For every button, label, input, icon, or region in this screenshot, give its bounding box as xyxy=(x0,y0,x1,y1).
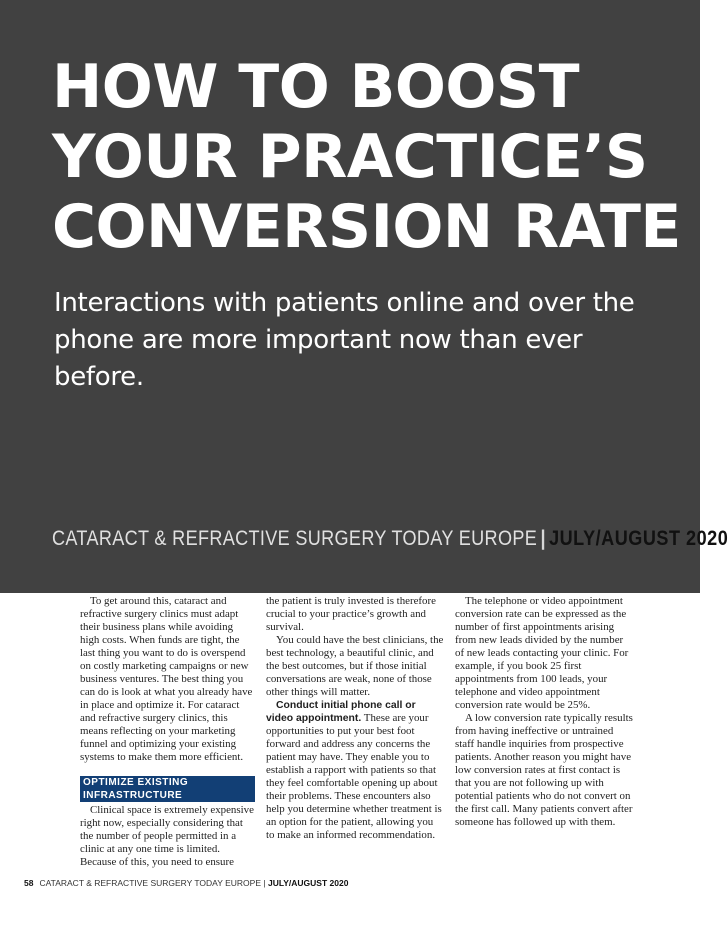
paragraph-text: These are your opportunities to put your best foot forward and address any concerns the patient may have. They enable you to establish a rapport with patients so that they feel comfortable opening up about their problems. These encounters also help you determine whether treatment is an option for the patient, allowing you to make an informed recommendation. xyxy=(266,712,442,841)
page-footer xyxy=(24,877,348,889)
paragraph: the patient is truly invested is therefore crucial to your practice’s growth and survival. xyxy=(266,595,436,633)
article-title: HOW TO BOOST YOUR PRACTICE’S CONVERSION RATE xyxy=(52,52,681,262)
footer-issue-date: JULY/AUGUST 2020 xyxy=(267,878,349,888)
article-subtitle: Interactions with patients online and over the phone are more important now than ever before. xyxy=(54,288,635,392)
run-in-heading: Conduct initial phone call or video appointment. xyxy=(266,700,416,724)
text-column-3 xyxy=(455,595,633,829)
paragraph: Clinical space is extremely expensive right now, especially considering that the number of people permitted in a clinic at any one time is limited. Because of this, you need to ensure xyxy=(80,804,254,868)
text-column-2 xyxy=(266,595,444,842)
page-number: 58 xyxy=(24,878,34,888)
paragraph: A low conversion rate typically results from having ineffective or untrained staff handle inquiries from prospective patients. Another reason you might have low conversion rates at first contact is that you are not following up with potential patients who do not convert on the first call. Many patients convert after someone has followed up with them. xyxy=(455,712,633,828)
text-column-1 xyxy=(80,595,255,869)
footer-publication: CATARACT & REFRACTIVE SURGERY TODAY EUROPE xyxy=(39,878,261,888)
masthead-publication: CATARACT & REFRACTIVE SURGERY TODAY EUROPE xyxy=(52,527,538,550)
paragraph: You could have the best clinicians, the best technology, a beautiful clinic, and the best outcomes, but if those initial conversations are weak, none of those other things will matter. xyxy=(266,634,444,698)
masthead-issue-date: JULY/AUGUST 2020 xyxy=(549,527,728,550)
masthead xyxy=(52,524,728,554)
masthead-separator: | xyxy=(540,527,546,550)
paragraph xyxy=(266,699,444,842)
article-body xyxy=(0,595,700,868)
footer-separator: | xyxy=(263,878,266,888)
paragraph: The telephone or video appointment conversion rate can be expressed as the number of first appointments arising from new leads divided by the number of new leads contacting your clinic. For example, if you book 25 first appointments from 100 leads, your telephone and video appointment conversion rate would be 25%. xyxy=(455,595,629,711)
section-subhead: OPTIMIZE EXISTING INFRASTRUCTURE xyxy=(80,776,255,802)
paragraph: To get around this, cataract and refractive surgery clinics must adapt their business plans while avoiding high costs. When funds are tight, the last thing you want to do is overspend on costly marketing campaigns or new business ventures. The best thing you can do is look at what you already have in place and optimize it. For cataract and refractive surgery clinics, this means reflecting on your marketing funnel and optimizing your existing systems to make them more efficient. xyxy=(80,595,253,763)
